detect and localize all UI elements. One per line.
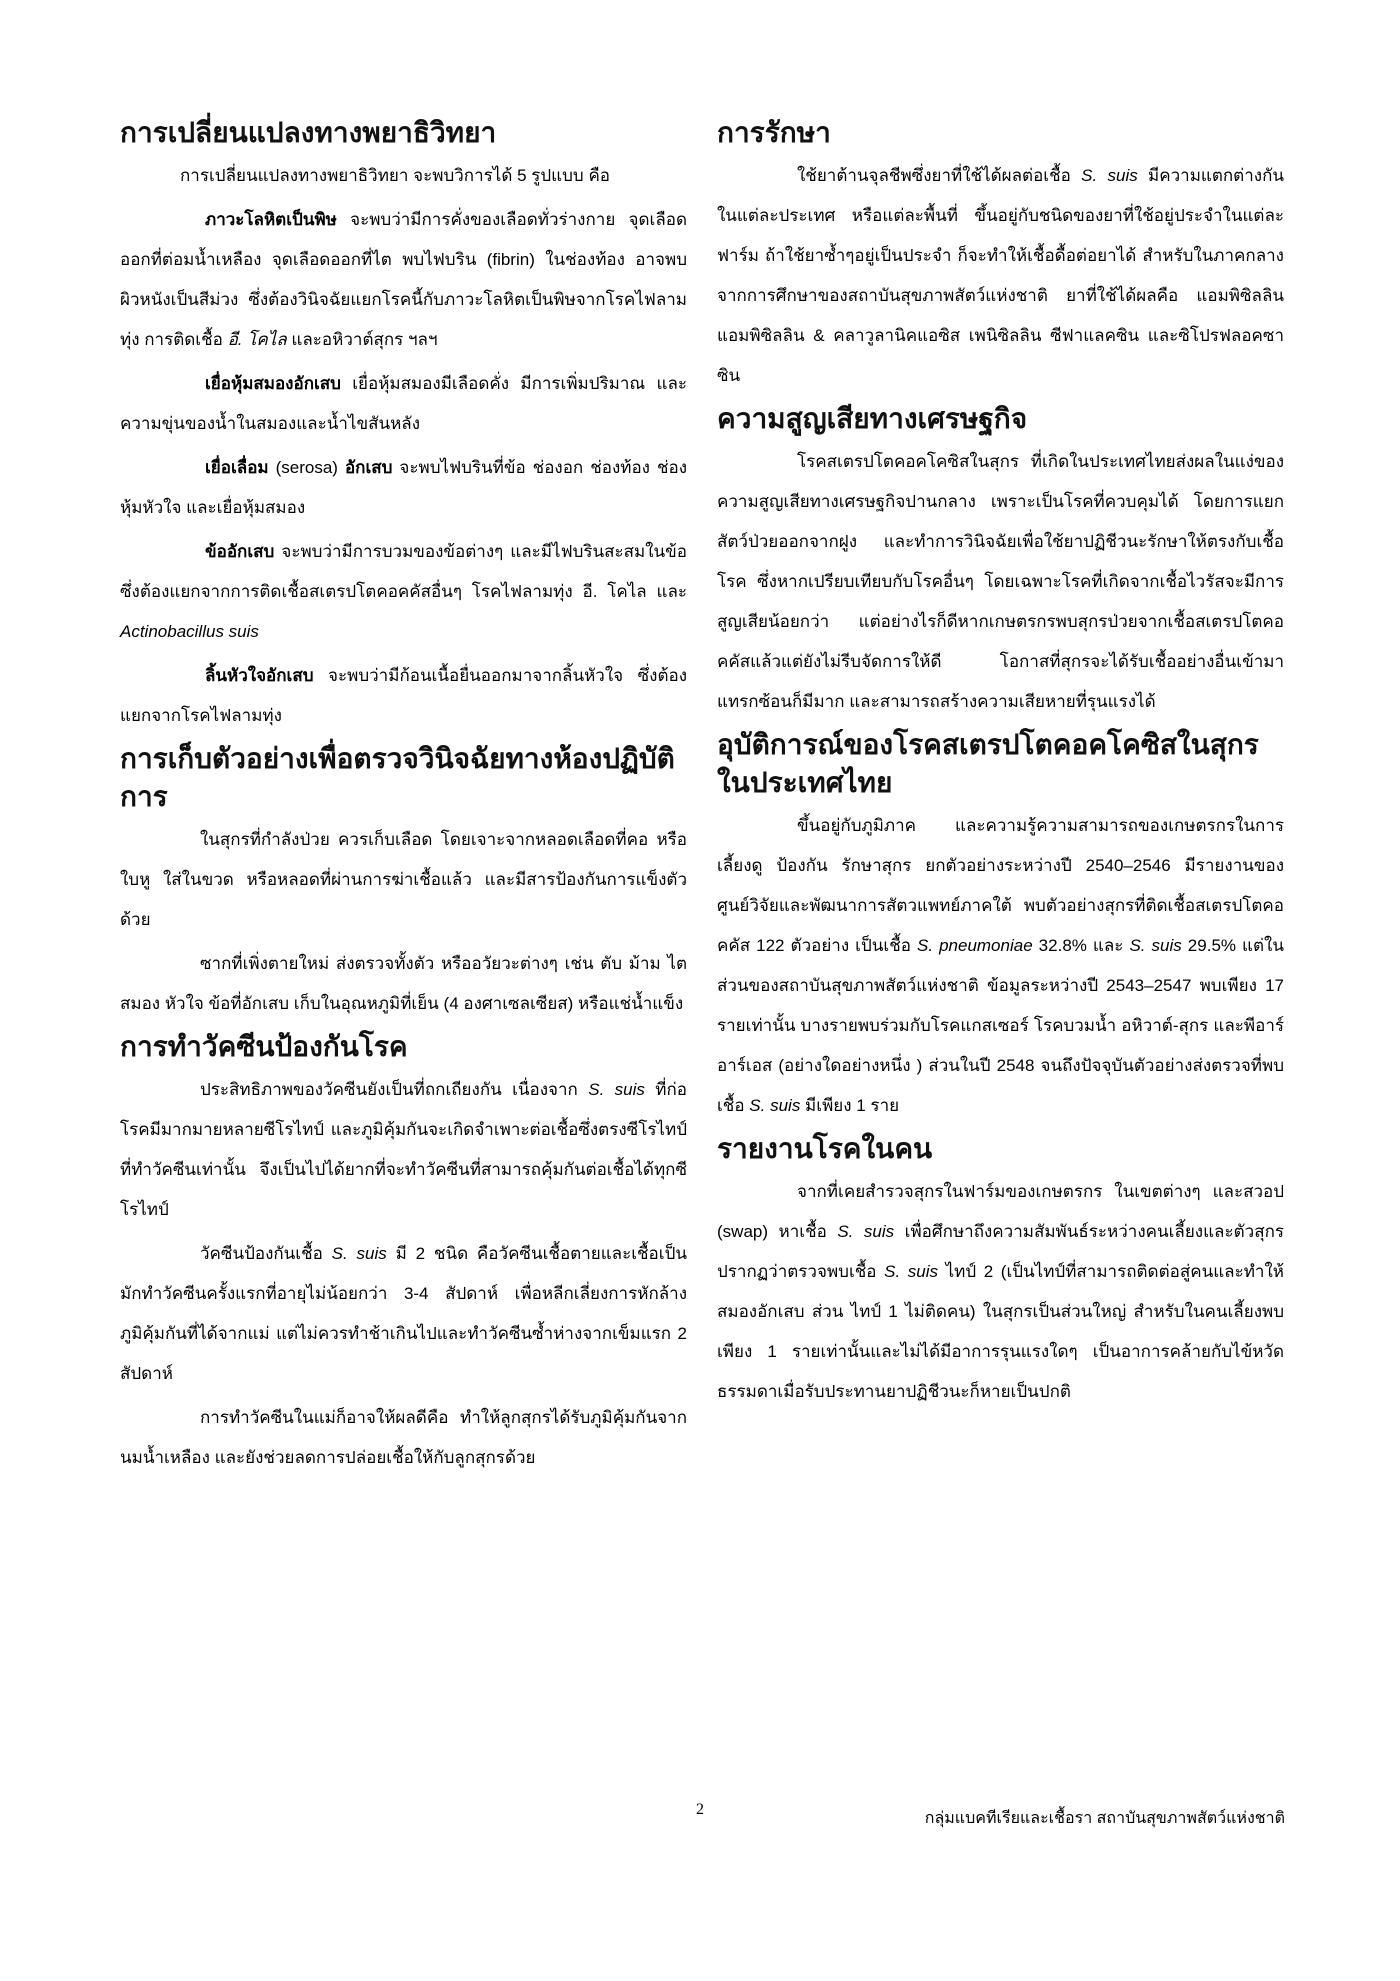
paragraph	[120, 820, 687, 940]
footer-organization: กลุ่มแบคทีเรียและเชื้อรา สถาบันสุขภาพสัตว์แห่งชาติ	[924, 1810, 1285, 1827]
text-run: จะพบว่ามีการบวมของข้อต่างๆ และมีไฟบรินสะสมในข้อ ซึ่งต้องแยกจากการติดเชื้อสเตรปโตคอคคัสอื่นๆ โรคไฟลามทุ่ง อี. โคไล และ	[120, 542, 687, 601]
bold-term: ภาวะโลหิตเป็นพิษ	[205, 210, 337, 229]
text-run: และอหิวาต์สุกร ฯลฯ	[286, 330, 438, 349]
text-run: ที่ก่อโรคมีมากมายหลายซีโรไทป์ และภูมิคุ้มกันจะเกิดจำเพาะต่อเชื้อซึ่งตรงซีโรไทป์ที่ทำวัคซีนเท่านั้น จึงเป็นไปได้ยากที่จะทำวัคซีนที่สามารถคุ้มกันต่อเชื้อได้ทุกซีโรไทป์	[120, 1080, 687, 1219]
text-run: ประสิทธิภาพของวัคซีนยังเป็นที่ถกเถียงกัน เนื่องจาก	[200, 1080, 589, 1099]
paragraph	[120, 656, 687, 736]
paragraph	[120, 1398, 687, 1478]
italic-term: S. suis	[1129, 936, 1182, 955]
text-run: จะพบไฟบรินที่ข้อ ช่องอก ช่องท้อง ช่องหุ้มหัวใจ และเยื่อหุ้มสมอง	[120, 458, 688, 517]
text-run: มีเพียง 1 ราย	[800, 1096, 900, 1115]
text-run: 29.5% แต่ในส่วนของสถาบันสุขภาพสัตว์แห่งชาติ ข้อมูลระหว่างปี 2543–2547 พบเพียง 17 รายเท่านั้น บางรายพบร่วมกับโรคแกสเซอร์ โรคบวมน้ำ อหิวาต์-สุกร และพีอาร์อาร์เอส (อย่างใดอย่างหนึ่ง ) ส่วนในปี 2548 จนถึงปัจจุบันตัวอย่างส่งตรวจที่พบเชื้อ	[717, 936, 1284, 1115]
text-run: จะพบว่ามีการคั่งของเลือดทั่วร่างกาย จุดเลือดออกที่ต่อมน้ำเหลือง จุดเลือดออกที่ไต พบไฟบริน (fibrin) ในช่องท้อง อาจพบผิวหนังเป็นสีม่วง ซึ่งต้องวินิจฉัยแยกโรคนี้กับภาวะโลหิตเป็นพิษจากโรคไฟลามทุ่ง การติดเชื้อ	[120, 210, 687, 349]
paragraph	[120, 1234, 687, 1394]
paragraph	[120, 944, 687, 1024]
text-run: การทำวัคซีนในแม่ก็อาจให้ผลดีคือ ทำให้ลูกสุกรได้รับภูมิคุ้มกันจากนมน้ำเหลือง และยังช่วยลดการปล่อยเชื้อให้กับลูกสุกรด้วย	[120, 1408, 687, 1467]
text-run: ซากที่เพิ่งตายใหม่ ส่งตรวจทั้งตัว หรืออวัยวะต่างๆ เช่น ตับ ม้าม ไต สมอง หัวใจ ข้อที่อักเสบ เก็บในอุณหภูมิที่เย็น (4 องศาเซลเซียส) หรือแช่น้ำแข็ง	[120, 954, 687, 1013]
text-run: มีความแตกต่างกันในแต่ละประเทศ หรือแต่ละพื้นที่ ขึ้นอยู่กับชนิดของยาที่ใช้อยู่ประจำในแต่ละฟาร์ม ถ้าใช้ยาซ้ำๆอยู่เป็นประจำ ก็จะทำให้เชื้อดื้อต่อยาได้ สำหรับในภาคกลางจากการศึกษาของสถาบันสุขภาพสัตว์แห่งชาติ ยาที่ใช้ได้ผลคือ แอมพิซิลลิน แอมพิซิลลิน & คลาวูลานิคแอซิส เพนิซิลลิน ซีฟาแลคซิน และซิโปรฟลอคซาซิน	[717, 166, 1284, 385]
section	[120, 114, 687, 736]
text-run: วัคซีนป้องกันเชื้อ	[200, 1244, 332, 1263]
paragraph	[120, 532, 687, 652]
text-run: การเปลี่ยนแปลงทางพยาธิวิทยา จะพบวิการได้ 5 รูปแบบ คือ	[180, 166, 611, 185]
section	[717, 114, 1284, 396]
text-run: (serosa)	[268, 458, 345, 477]
paragraph	[120, 156, 687, 196]
section-heading: การเก็บตัวอย่างเพื่อตรวจวินิจฉัยทางห้องปฏิบัติการ	[120, 742, 675, 813]
italic-term: S. suis	[588, 1080, 645, 1099]
section-heading: การรักษา	[717, 116, 831, 149]
text-run: จะพบว่ามีก้อนเนื้อยื่นออกมาจากลิ้นหัวใจ ซึ่งต้องแยกจากโรคไฟลามทุ่ง	[120, 666, 687, 725]
section-heading: อุบัติการณ์ของโรคสเตรปโตคอคโคซิสในสุกรในประเทศไทย	[717, 728, 1259, 799]
bold-term: ลิ้นหัวใจอักเสบ	[205, 666, 314, 685]
section	[120, 1028, 687, 1478]
paragraph	[717, 806, 1284, 1126]
text-run: เพื่อศึกษาถึงความสัมพันธ์ระหว่างคนเลี้ยงและตัวสุกร ปรากฏว่าตรวจพบเชื้อ	[717, 1222, 1284, 1281]
section	[120, 740, 687, 1024]
text-run: จากที่เคยสำรวจสุกรในฟาร์มของเกษตรกร ในเขตต่างๆ และสวอป (swap) หาเชื้อ	[717, 1182, 1284, 1241]
paragraph	[717, 156, 1284, 396]
italic-term: Actinobacillus suis	[120, 622, 259, 641]
text-run: ไทป์ 2 (เป็นไทป์ที่สามารถติดต่อสู่คนและทำให้สมองอักเสบ ส่วน ไทป์ 1 ไม่ติดคน) ในสุกรเป็นส่วนใหญ่ สำหรับในคนเลี้ยงพบเพียง 1 รายเท่านั้นและไม่ได้มีอาการรุนแรงใดๆ เป็นอาการคล้ายกับไข้หวัดธรรมดาเมื่อรับประทานยาปฏิชีวนะก็หายเป็นปกติ	[717, 1262, 1284, 1401]
section-heading: ความสูญเสียทางเศรษฐกิจ	[717, 402, 1028, 435]
bold-term: เยื่อหุ้มสมองอักเสบ	[205, 374, 341, 393]
paragraph	[717, 442, 1284, 722]
italic-term: S. suis	[837, 1222, 895, 1241]
italic-term: S. suis	[884, 1262, 938, 1281]
paragraph	[120, 364, 687, 444]
right-column	[717, 110, 1284, 1482]
section-heading: รายงานโรคในคน	[717, 1132, 933, 1165]
section	[717, 1130, 1284, 1412]
bold-term: ข้ออักเสบ	[205, 542, 275, 561]
text-run: โรคสเตรปโตคอคโคซิสในสุกร ที่เกิดในประเทศไทยส่งผลในแง่ของความสูญเสียทางเศรษฐกิจปานกลาง เพราะเป็นโรคที่ควบคุมได้ โดยการแยกสัตว์ป่วยออกจากฝูง และทำการวินิจฉัยเพื่อใช้ยาปฏิชีวนะรักษาให้ตรงกับเชื้อโรค ซึ่งหากเปรียบเทียบกับโรคอื่นๆ โดยเฉพาะโรคที่เกิดจากเชื้อไวรัสจะมีการสูญเสียน้อยกว่า แต่อย่างไรก็ดีหากเกษตรกรพบสุกรป่วยจากเชื้อสเตรปโตคอคคัสแล้วแต่ยังไม่รีบจัดการให้ดี โอกาสที่สุกรจะได้รับเชื้ออย่างอื่นเข้ามาแทรกซ้อนก็มีมาก และสามารถสร้างความเสียหายที่รุนแรงได้	[717, 452, 1284, 711]
italic-term: S. pneumoniae	[916, 936, 1033, 955]
bold-term: อักเสบ	[344, 458, 393, 477]
text-run: ขึ้นอยู่กับภูมิภาค และความรู้ความสามารถของเกษตรกรในการเลี้ยงดู ป้องกัน รักษาสุกร ยกตัวอย่างระหว่างปี 2540–2546 มีรายงานของศูนย์วิจัยและพัฒนาการสัตวแพทย์ภาคใต้ พบตัวอย่างสุกรที่ติดเชื้อสเตรปโตคอคคัส 122 ตัวอย่าง เป็นเชื้อ	[717, 816, 1284, 955]
text-run: มี 2 ชนิด คือวัคซีนเชื้อตายและเชื้อเป็น มักทำวัคซีนครั้งแรกที่อายุไม่น้อยกว่า 3-4 สัปดาห์ เพื่อหลีกเลี่ยงการหักล้างภูมิคุ้มกันที่ได้จากแม่ แต่ไม่ควรทำช้าเกินไปและทำวัคซีนซ้ำห่างจากเข็มแรก 2 สัปดาห์	[120, 1244, 687, 1383]
paragraph	[120, 448, 687, 528]
page-number: 2	[696, 1801, 704, 1818]
italic-term: S. suis	[749, 1096, 801, 1115]
text-run: เยื่อหุ้มสมองมีเลือดคั่ง มีการเพิ่มปริมาณ และความขุ่นของน้ำในสมองและน้ำไขสันหลัง	[120, 374, 687, 433]
text-run: 32.8% และ	[1032, 936, 1130, 955]
section	[717, 726, 1284, 1126]
left-column	[120, 110, 687, 1482]
text-run: ใช้ยาต้านจุลชีพซึ่งยาที่ใช้ได้ผลต่อเชื้อ	[797, 166, 1082, 185]
paragraph	[120, 1070, 687, 1230]
two-column-body	[120, 110, 1285, 1482]
italic-term: อี. โคไล	[227, 330, 287, 349]
section-heading: การเปลี่ยนแปลงทางพยาธิวิทยา	[120, 116, 497, 149]
paragraph	[120, 200, 687, 360]
italic-term: S. suis	[1081, 166, 1138, 185]
italic-term: S. suis	[331, 1244, 387, 1263]
paragraph	[717, 1172, 1284, 1412]
text-run: ในสุกรที่กำลังป่วย ควรเก็บเลือด โดยเจาะจากหลอดเลือดที่คอ หรือใบหู ใส่ในขวด หรือหลอดที่ผ่านการฆ่าเชื้อแล้ว และมีสารป้องกันการแข็งตัวด้วย	[120, 830, 687, 929]
section	[717, 400, 1284, 722]
bold-term: เยื่อเลื่อม	[205, 458, 269, 477]
section-heading: การทำวัคซีนป้องกันโรค	[120, 1030, 408, 1063]
